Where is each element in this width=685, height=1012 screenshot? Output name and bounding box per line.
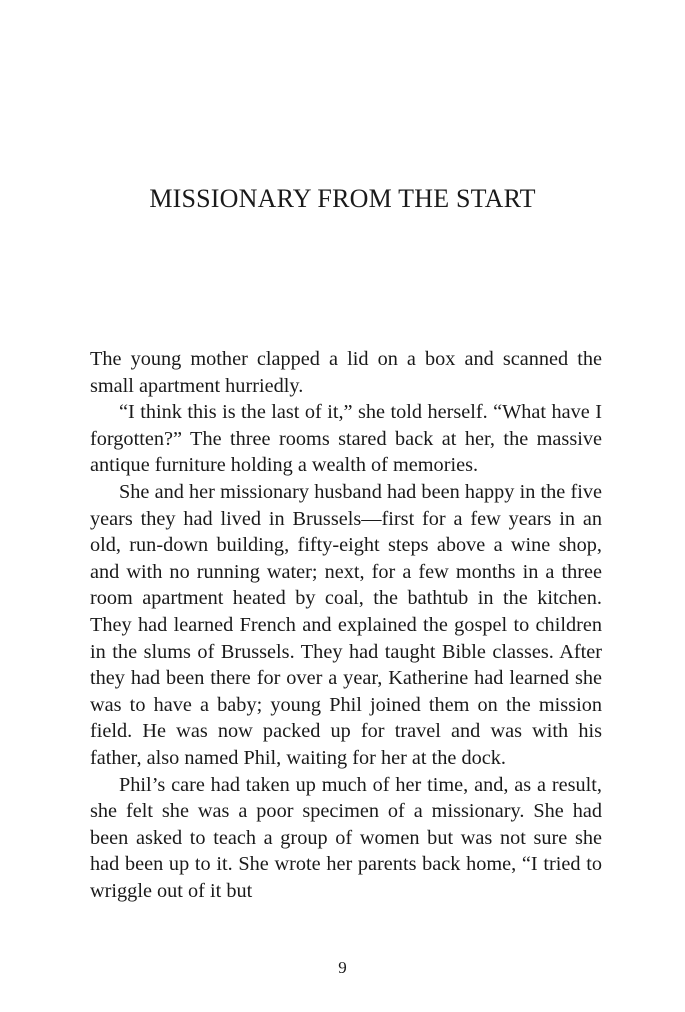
- body-text: [90, 346, 602, 904]
- paragraph: Phil’s care had taken up much of her time, and, as a result, she felt she was a poor specimen of a missionary. She had been asked to teach a group of women but was not sure she had been up to it. She wrote her parents back home, “I tried to wriggle out of it but: [90, 773, 602, 902]
- chapter-title: MISSIONARY FROM THE START: [149, 184, 536, 213]
- paragraph: The young mother clapped a lid on a box and scanned the small apartment hurriedly.: [90, 348, 602, 397]
- page-number: 9: [338, 958, 347, 977]
- paragraph: She and her missionary husband had been happy in the five years they had lived in Brussels—first for a few years in an old, run-down building, fifty-eight steps above a wine shop, and with no running water; next, for a few months in a three room apartment heated by coal, the bathtub in the kitchen. They had learned French and explained the gospel to children in the slums of Brussels. They had taught Bible classes. After they had been there for over a year, Katherine had learned she was to have a baby; young Phil joined them on the mission field. He was now packed up for travel and was with his father, also named Phil, waiting for her at the dock.: [90, 480, 602, 769]
- paragraph: “I think this is the last of it,” she told herself. “What have I forgotten?” The three rooms stared back at her, the massive antique furniture holding a wealth of memories.: [90, 401, 602, 477]
